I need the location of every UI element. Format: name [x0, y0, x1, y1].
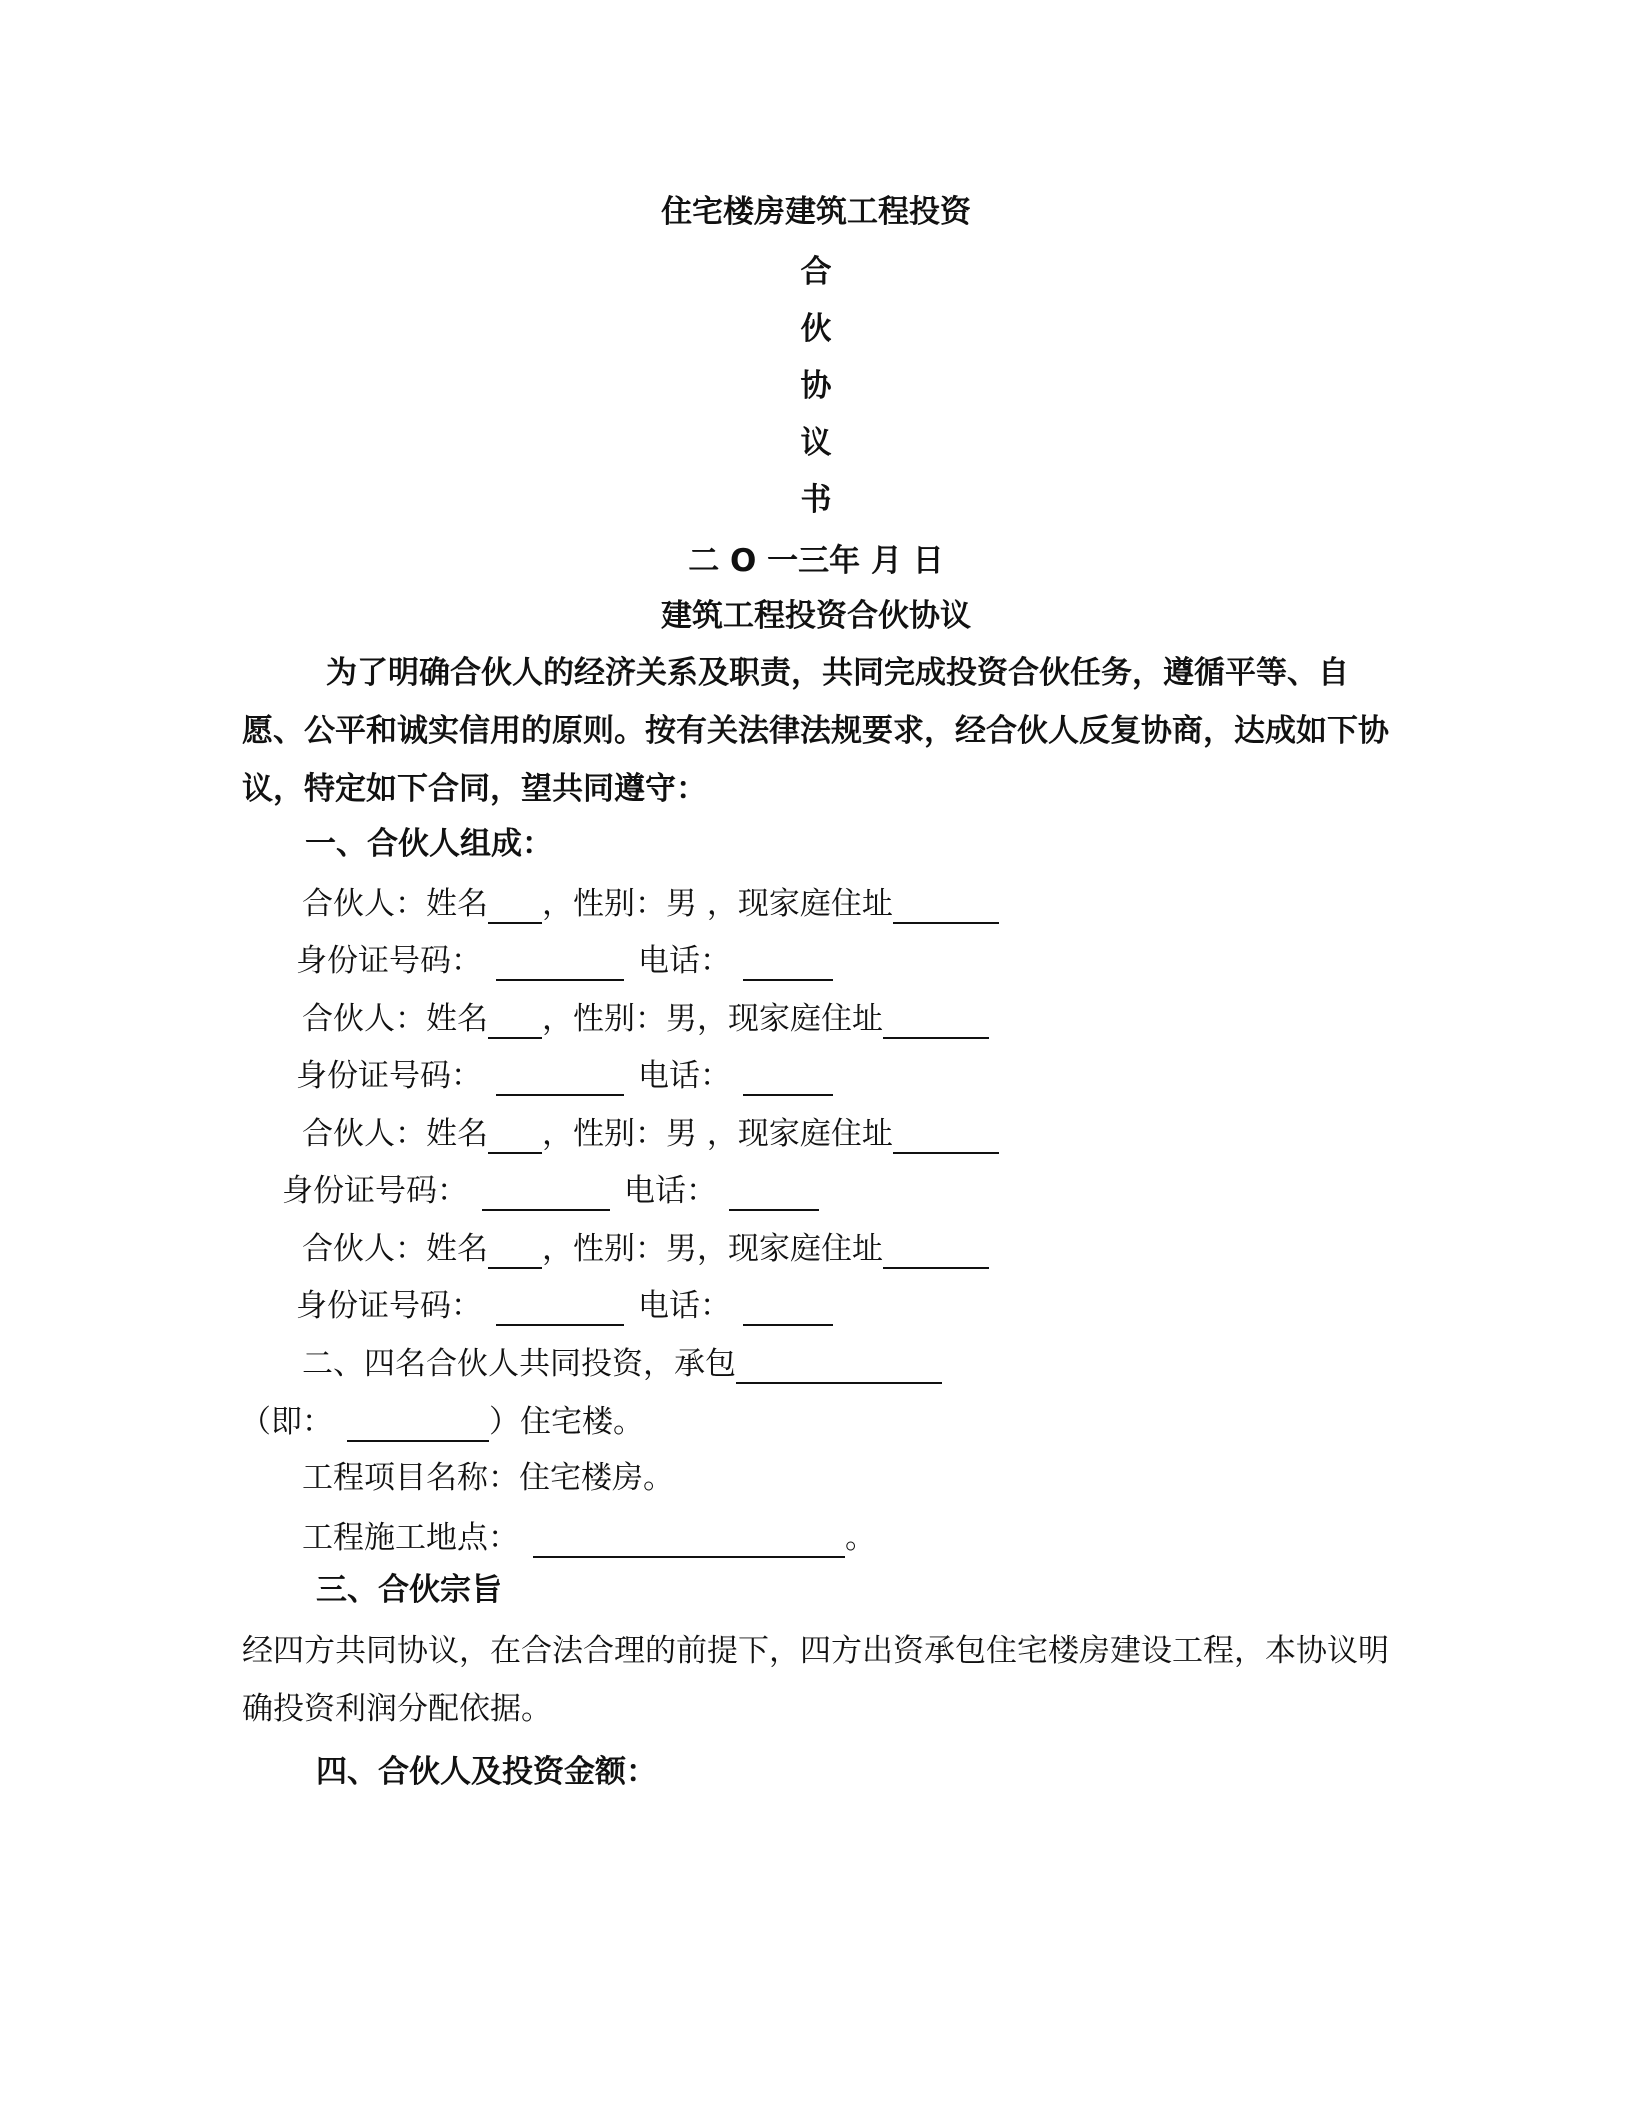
address-blank	[893, 1116, 999, 1154]
address-blank	[883, 1001, 989, 1039]
name-blank	[488, 886, 542, 924]
id-label: 身份证号码：	[296, 943, 482, 979]
partner-gender-address-label: ，性别：男，现家庭住址	[542, 1231, 883, 1267]
address-blank	[893, 886, 999, 924]
section2-heading-line	[302, 1344, 942, 1384]
partner2-line1	[302, 999, 989, 1039]
document-subtitle: 建筑工程投资合伙协议	[661, 598, 971, 634]
title-char-xie: 协	[800, 368, 832, 404]
project-name: 工程项目名称：住宅楼房。	[302, 1460, 674, 1496]
id-label: 身份证号码：	[296, 1058, 482, 1094]
ji-close: ）住宅楼。	[489, 1404, 644, 1440]
section2-heading: 二、四名合伙人共同投资，承包	[302, 1346, 736, 1382]
partner1-line1	[302, 884, 999, 924]
id-label: 身份证号码：	[282, 1173, 468, 1209]
title-char-he: 合	[800, 254, 832, 290]
partner-gender-address-label: ，性别：男 ，现家庭住址	[542, 886, 893, 922]
phone-label: 电话：	[638, 1058, 731, 1094]
phone-label: 电话：	[638, 1288, 731, 1324]
phone-label: 电话：	[624, 1173, 717, 1209]
address-blank	[883, 1231, 989, 1269]
site-blank	[533, 1520, 845, 1558]
phone-blank	[743, 1058, 833, 1096]
name-blank	[488, 1231, 542, 1269]
partner3-line1	[302, 1114, 999, 1154]
partner4-line2	[296, 1286, 833, 1326]
section4-heading: 四、合伙人及投资金额：	[316, 1754, 657, 1790]
partner-name-label: 合伙人：姓名	[302, 1001, 488, 1037]
section3-body: 经四方共同协议，在合法合理的前提下，四方出资承包住宅楼房建设工程，本协议明确投资利润分配依据。	[242, 1633, 1389, 1727]
id-blank	[496, 1288, 624, 1326]
name-blank	[488, 1116, 542, 1154]
phone-blank	[743, 943, 833, 981]
site-label: 工程施工地点：	[302, 1520, 519, 1556]
site-end: 。	[845, 1520, 876, 1556]
contract-blank	[736, 1346, 942, 1384]
id-blank	[496, 1058, 624, 1096]
title-char-yi: 议	[800, 425, 832, 461]
section2-ji-line	[240, 1402, 644, 1442]
phone-label: 电话：	[638, 943, 731, 979]
ji-blank	[347, 1404, 489, 1442]
partner1-line2	[296, 941, 833, 981]
site-line	[302, 1518, 876, 1558]
partner-name-label: 合伙人：姓名	[302, 1116, 488, 1152]
partner-gender-address-label: ，性别：男，现家庭住址	[542, 1001, 883, 1037]
ji-open: （即：	[240, 1404, 333, 1440]
phone-blank	[729, 1173, 819, 1211]
partner3-line2	[282, 1171, 819, 1211]
partner-name-label: 合伙人：姓名	[302, 886, 488, 922]
section1-heading: 一、合伙人组成：	[305, 826, 553, 862]
name-blank	[488, 1001, 542, 1039]
document-date: 二 O 一三年 月 日	[688, 543, 944, 579]
id-label: 身份证号码：	[296, 1288, 482, 1324]
phone-blank	[743, 1288, 833, 1326]
section3-heading: 三、合伙宗旨	[316, 1572, 502, 1608]
partner-name-label: 合伙人：姓名	[302, 1231, 488, 1267]
intro-paragraph: 为了明确合伙人的经济关系及职责，共同完成投资合伙任务，遵循平等、自愿、公平和诚实信用的原则。按有关法律法规要求，经合伙人反复协商，达成如下协议，特定如下合同，望共同遵守：	[242, 655, 1389, 807]
id-blank	[496, 943, 624, 981]
partner2-line2	[296, 1056, 833, 1096]
partner-gender-address-label: ，性别：男 ，现家庭住址	[542, 1116, 893, 1152]
partner4-line1	[302, 1229, 989, 1269]
title-char-huo: 伙	[800, 311, 832, 347]
document-title: 住宅楼房建筑工程投资	[661, 194, 971, 230]
id-blank	[482, 1173, 610, 1211]
title-char-shu: 书	[800, 482, 832, 518]
